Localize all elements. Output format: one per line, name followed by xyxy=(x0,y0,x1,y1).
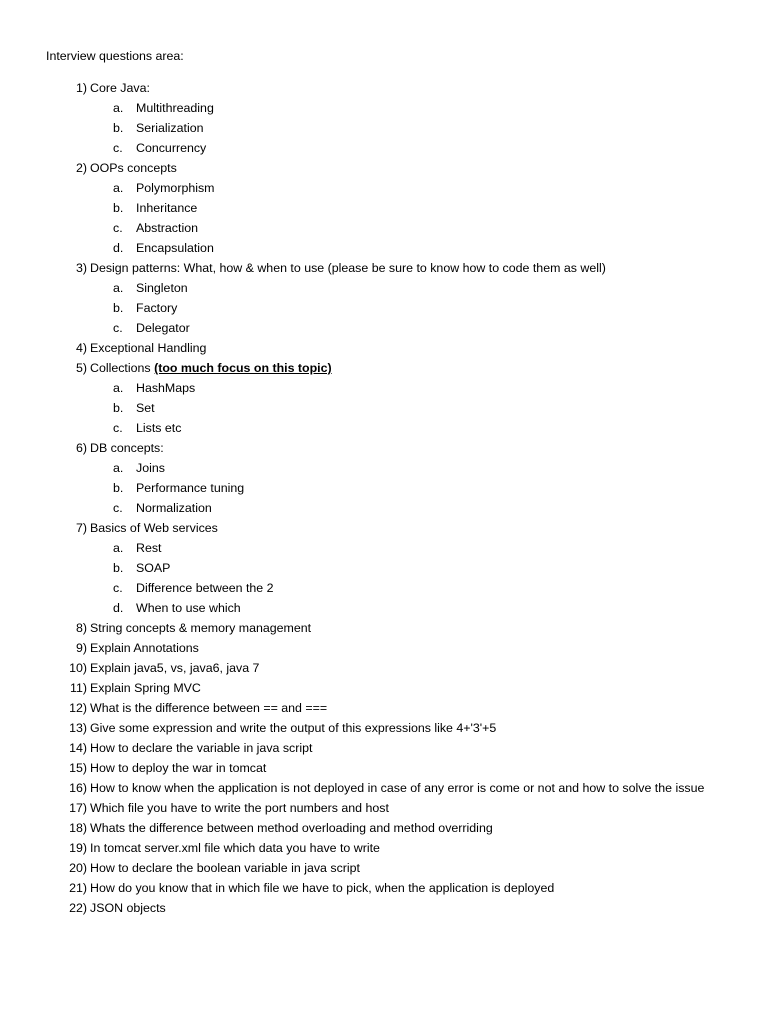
sub-list-item xyxy=(0,558,768,578)
item-label: Explain Spring MVC xyxy=(90,681,201,695)
sub-item-letter: c. xyxy=(113,221,123,235)
list-item xyxy=(0,438,768,458)
item-number: 18) xyxy=(69,821,87,835)
sub-item-letter: b. xyxy=(113,121,124,135)
item-number: 7) xyxy=(75,521,87,535)
item-label: How to deploy the war in tomcat xyxy=(90,761,267,775)
question-list xyxy=(0,78,768,918)
page-heading: Interview questions area: xyxy=(46,49,184,63)
item-text xyxy=(90,338,206,358)
item-text xyxy=(90,78,150,98)
list-item xyxy=(0,858,768,878)
list-item xyxy=(0,338,768,358)
list-item xyxy=(0,678,768,698)
list-item xyxy=(0,698,768,718)
item-number: 11) xyxy=(70,681,87,695)
item-number: 12) xyxy=(69,701,87,715)
item-text xyxy=(90,838,380,858)
sub-item-text: Set xyxy=(136,401,155,415)
list-item xyxy=(0,78,768,98)
sub-item-text: Normalization xyxy=(136,501,212,515)
item-number: 3) xyxy=(75,261,87,275)
sub-item-text: Rest xyxy=(136,541,162,555)
item-text xyxy=(90,798,389,818)
sub-item-text: Lists etc xyxy=(136,421,182,435)
sub-list-item xyxy=(0,238,768,258)
item-label: Collections xyxy=(90,361,151,375)
item-number: 6) xyxy=(75,441,87,455)
item-text xyxy=(90,158,177,178)
item-text xyxy=(90,518,218,538)
item-label: Core Java: xyxy=(90,81,150,95)
sub-list-item xyxy=(0,178,768,198)
item-text xyxy=(90,878,554,898)
item-number: 20) xyxy=(69,861,87,875)
sub-item-text: Difference between the 2 xyxy=(136,581,274,595)
sub-item-letter: a. xyxy=(113,101,124,115)
sub-item-text: Multithreading xyxy=(136,101,214,115)
item-number: 19) xyxy=(69,841,87,855)
item-number: 16) xyxy=(69,781,87,795)
sub-list-item xyxy=(0,478,768,498)
list-item xyxy=(0,758,768,778)
item-text xyxy=(90,698,327,718)
sub-item-letter: b. xyxy=(113,201,124,215)
sub-list-item xyxy=(0,418,768,438)
item-text xyxy=(90,818,493,838)
sub-item-letter: a. xyxy=(113,461,124,475)
item-text xyxy=(90,618,311,638)
sub-list-item xyxy=(0,578,768,598)
sub-item-text: Abstraction xyxy=(136,221,198,235)
sub-list-item xyxy=(0,598,768,618)
sub-item-letter: a. xyxy=(113,541,124,555)
sub-item-text: HashMaps xyxy=(136,381,196,395)
list-item xyxy=(0,658,768,678)
item-text xyxy=(90,358,332,378)
sub-list-item xyxy=(0,138,768,158)
item-label: How to declare the boolean variable in java script xyxy=(90,861,360,875)
sub-item-text: Factory xyxy=(136,301,178,315)
sub-item-letter: b. xyxy=(113,301,124,315)
list-item xyxy=(0,158,768,178)
item-label: OOPs concepts xyxy=(90,161,177,175)
item-label: How to know when the application is not deployed in case of any error is come or not and how to solve the issue xyxy=(90,781,705,795)
item-label: Explain java5, vs, java6, java 7 xyxy=(90,661,260,675)
item-text xyxy=(90,678,201,698)
sub-item-text: Inheritance xyxy=(136,201,198,215)
item-label: DB concepts: xyxy=(90,441,164,455)
sub-list-item xyxy=(0,278,768,298)
sub-item-text: Polymorphism xyxy=(136,181,215,195)
item-number: 21) xyxy=(69,881,87,895)
sub-list-item xyxy=(0,298,768,318)
item-number: 4) xyxy=(75,341,87,355)
item-label: Basics of Web services xyxy=(90,521,218,535)
list-item xyxy=(0,518,768,538)
sub-item-letter: c. xyxy=(113,501,123,515)
item-label: Whats the difference between method overloading and method overriding xyxy=(90,821,493,835)
item-number: 15) xyxy=(69,761,87,775)
item-label: Explain Annotations xyxy=(90,641,199,655)
item-label: What is the difference between == and === xyxy=(90,701,328,715)
item-text xyxy=(90,438,164,458)
item-label: Give some expression and write the output of this expressions like 4+'3'+5 xyxy=(90,721,497,735)
item-number: 10) xyxy=(69,661,87,675)
sub-item-text: Singleton xyxy=(136,281,188,295)
list-item xyxy=(0,798,768,818)
item-number: 9) xyxy=(75,641,87,655)
sub-list-item xyxy=(0,458,768,478)
sub-item-letter: d. xyxy=(113,241,124,255)
sub-item-letter: b. xyxy=(113,561,124,575)
sub-list-item xyxy=(0,398,768,418)
item-text xyxy=(90,738,312,758)
sub-item-letter: a. xyxy=(113,281,124,295)
sub-list-item xyxy=(0,198,768,218)
item-label: In tomcat server.xml file which data you have to write xyxy=(90,841,380,855)
sub-item-letter: a. xyxy=(113,381,124,395)
sub-item-letter: c. xyxy=(113,141,123,155)
sub-item-letter: b. xyxy=(113,481,124,495)
sub-list-item xyxy=(0,118,768,138)
list-item xyxy=(0,358,768,378)
sub-list-item xyxy=(0,538,768,558)
item-number: 17) xyxy=(69,801,87,815)
item-label: JSON objects xyxy=(90,901,166,915)
sub-item-letter: d. xyxy=(113,601,124,615)
list-item xyxy=(0,878,768,898)
list-item xyxy=(0,258,768,278)
sub-item-text: SOAP xyxy=(136,561,171,575)
item-emphasis-note: (too much focus on this topic) xyxy=(154,361,332,375)
item-text xyxy=(90,778,704,798)
sub-item-text: Encapsulation xyxy=(136,241,214,255)
item-text xyxy=(90,858,360,878)
sub-item-text: Joins xyxy=(136,461,165,475)
sub-item-text: Performance tuning xyxy=(136,481,245,495)
sub-item-text: Delegator xyxy=(136,321,190,335)
sub-item-text: Serialization xyxy=(136,121,204,135)
sub-item-letter: c. xyxy=(113,321,123,335)
list-item xyxy=(0,818,768,838)
sub-list-item xyxy=(0,218,768,238)
item-number: 1) xyxy=(75,81,87,95)
sub-list-item xyxy=(0,318,768,338)
item-label: String concepts & memory management xyxy=(90,621,312,635)
item-number: 14) xyxy=(69,741,87,755)
sub-item-text: Concurrency xyxy=(136,141,207,155)
item-text xyxy=(90,258,606,278)
sub-item-letter: b. xyxy=(113,401,124,415)
item-text xyxy=(90,658,259,678)
item-number: 8) xyxy=(75,621,87,635)
sub-item-letter: a. xyxy=(113,181,124,195)
list-item xyxy=(0,898,768,918)
list-item xyxy=(0,618,768,638)
item-number: 2) xyxy=(75,161,87,175)
item-text xyxy=(90,718,496,738)
sub-item-text: When to use which xyxy=(136,601,241,615)
item-text xyxy=(90,898,166,918)
sub-list-item xyxy=(0,98,768,118)
item-text xyxy=(90,638,199,658)
list-item xyxy=(0,638,768,658)
item-text xyxy=(90,758,266,778)
list-item xyxy=(0,838,768,858)
item-label: Exceptional Handling xyxy=(90,341,207,355)
item-label: Design patterns: What, how & when to use (please be sure to know how to code them as well) xyxy=(90,261,606,275)
list-item xyxy=(0,778,768,798)
list-item xyxy=(0,738,768,758)
item-number: 5) xyxy=(75,361,87,375)
sub-item-letter: c. xyxy=(113,581,123,595)
sub-item-letter: c. xyxy=(113,421,123,435)
item-label: How to declare the variable in java script xyxy=(90,741,313,755)
list-item xyxy=(0,718,768,738)
sub-list-item xyxy=(0,498,768,518)
item-label: Which file you have to write the port numbers and host xyxy=(90,801,389,815)
item-label: How do you know that in which file we have to pick, when the application is deployed xyxy=(90,881,555,895)
sub-list-item xyxy=(0,378,768,398)
item-number: 13) xyxy=(69,721,87,735)
item-number: 22) xyxy=(69,901,87,915)
